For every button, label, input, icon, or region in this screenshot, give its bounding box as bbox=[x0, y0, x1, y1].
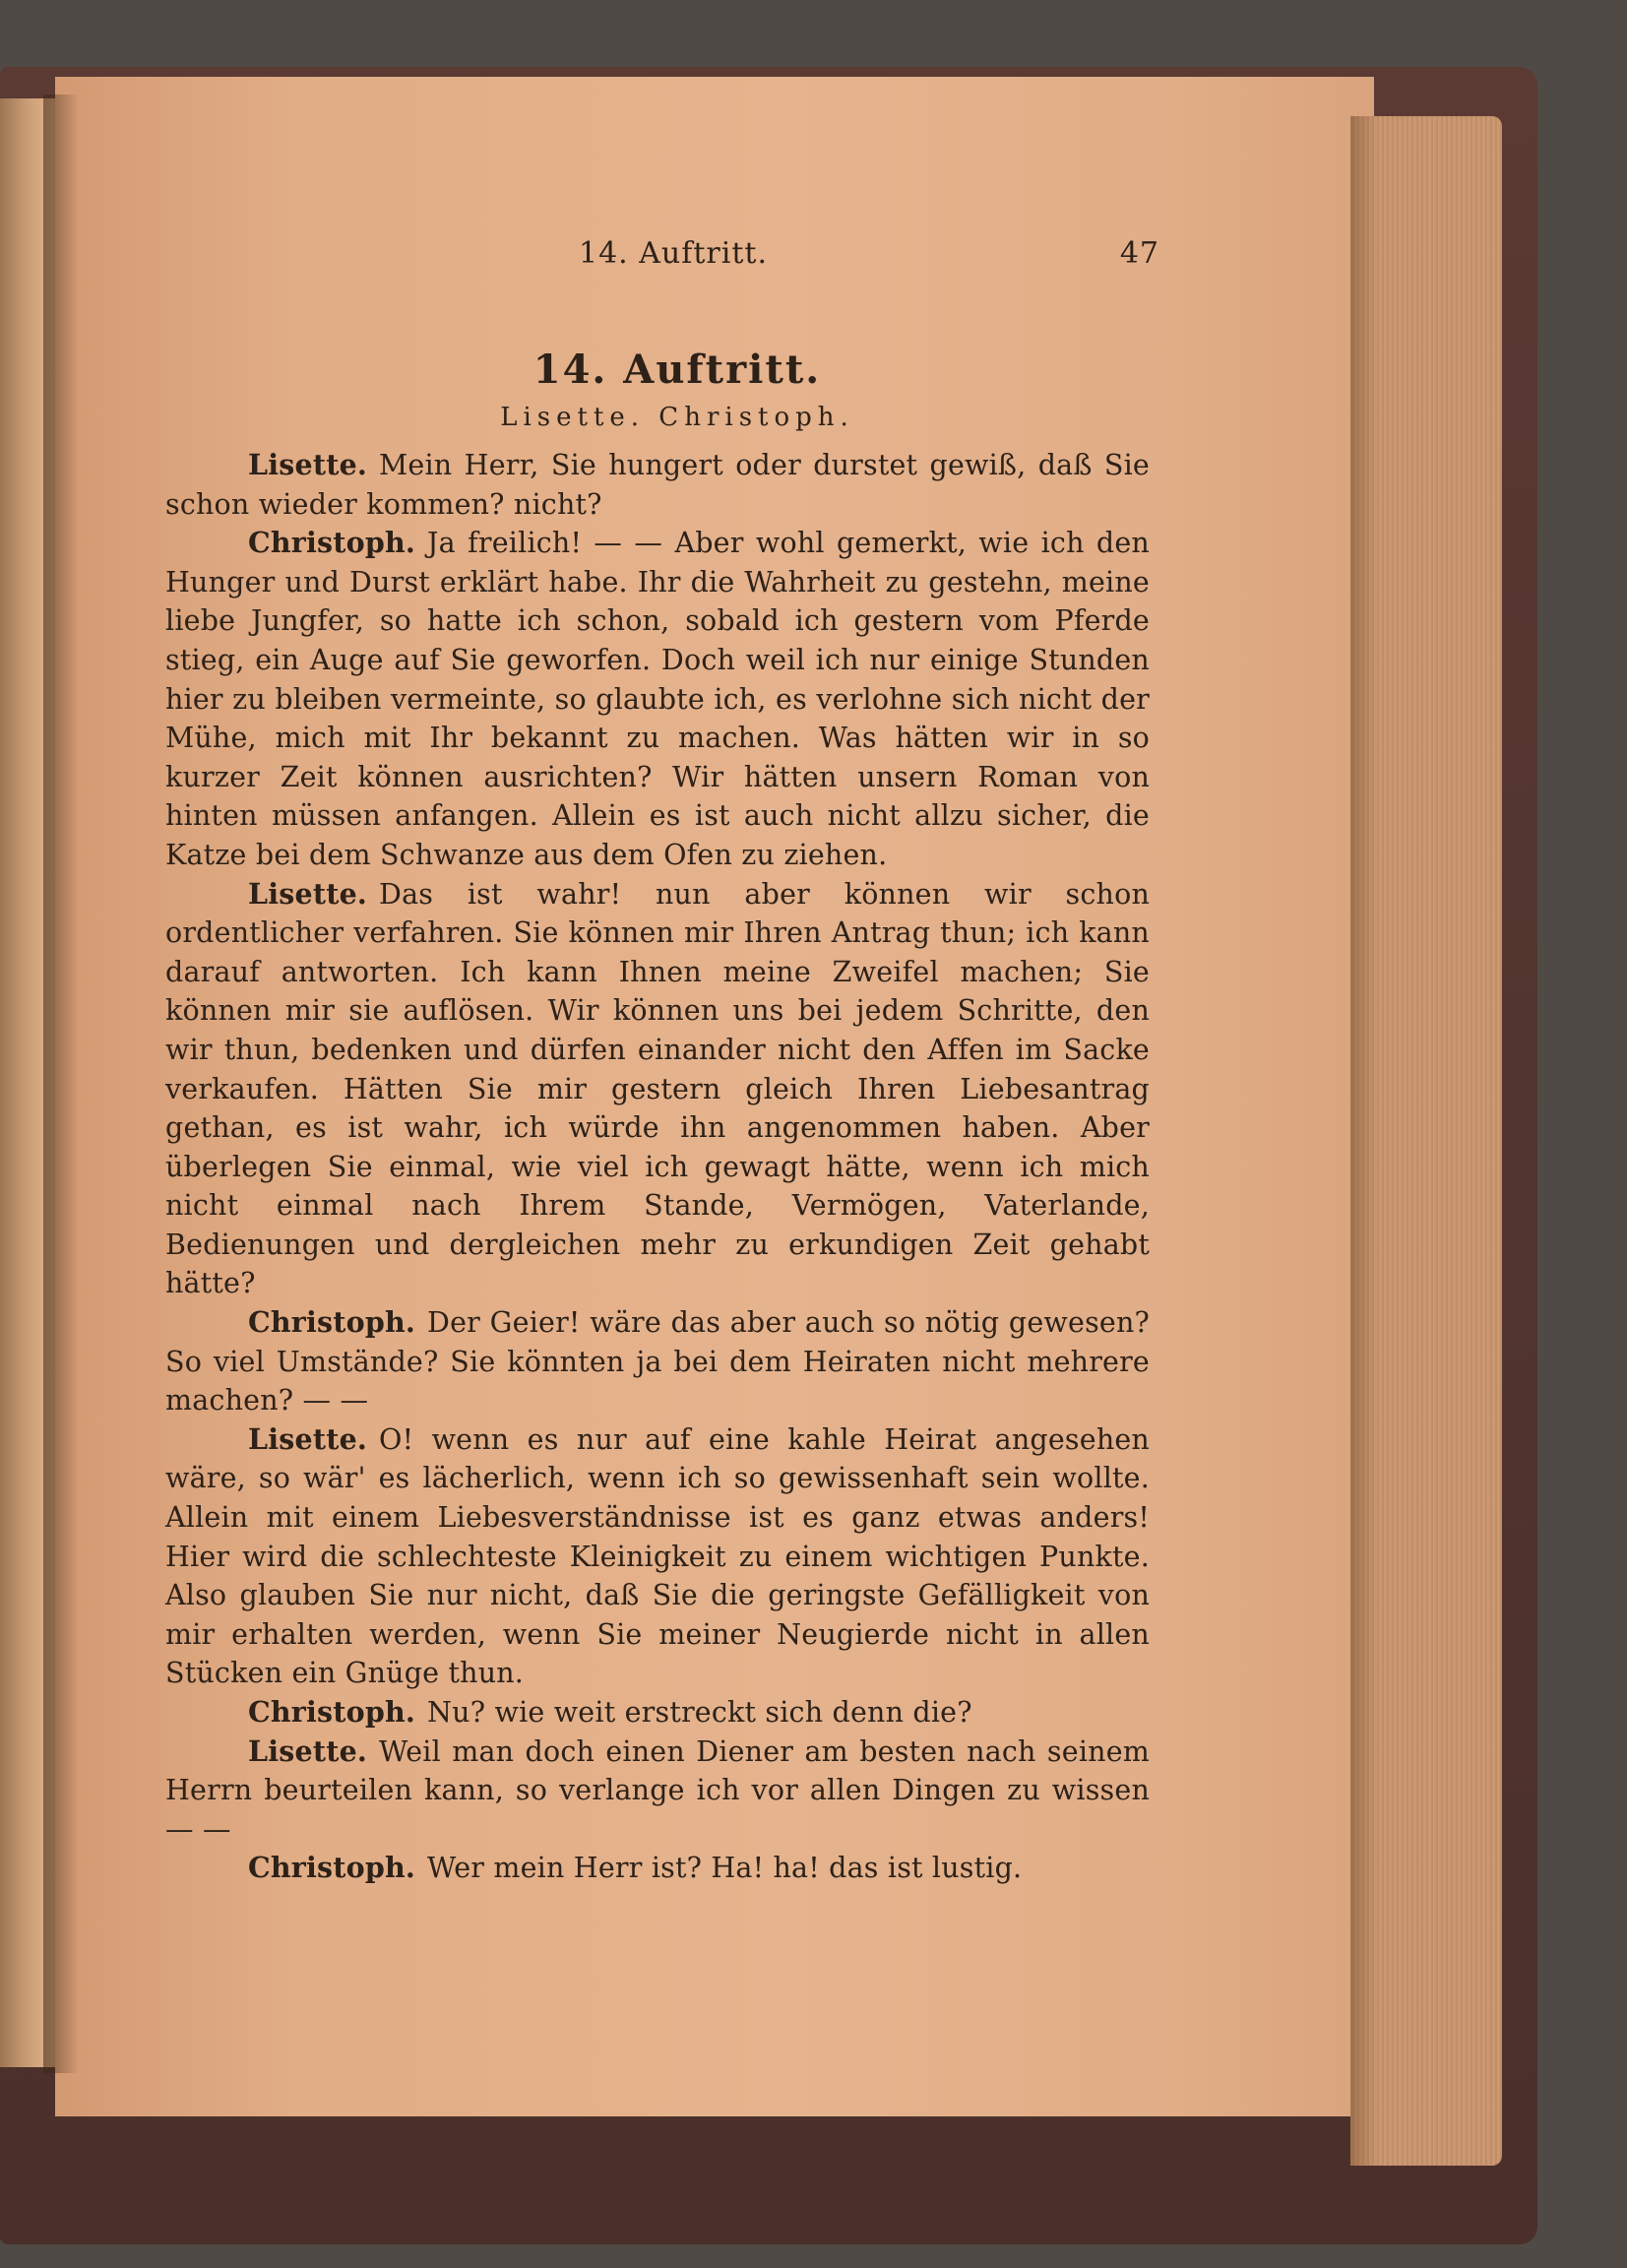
speech-text: Der Geier! wäre das aber auch so nötig gewesen? So viel Umstände? Sie könnten ja bei dem Heiraten nicht mehrere machen? — — bbox=[165, 1306, 1150, 1418]
speech-paragraph bbox=[165, 1732, 1150, 1850]
speech-paragraph bbox=[165, 1849, 1150, 1888]
speech-text: Wer mein Herr ist? Ha! ha! das ist lustig. bbox=[427, 1852, 1023, 1885]
speaker-name: Lisette. bbox=[248, 1733, 368, 1768]
speaker-name: Christoph. bbox=[248, 1305, 416, 1340]
speaker-name: Lisette. bbox=[248, 876, 368, 911]
speech-paragraph bbox=[165, 446, 1150, 524]
speaker-name: Lisette. bbox=[248, 1421, 368, 1456]
speech-paragraph bbox=[165, 1420, 1150, 1693]
speech-text: Mein Herr, Sie hungert oder durstet gewiß, daß Sie schon wieder kommen? nicht? bbox=[165, 449, 1150, 521]
speaker-name: Christoph. bbox=[248, 526, 416, 560]
speech-text: O! wenn es nur auf eine kahle Heirat angesehen wäre, so wär' es lächerlich, wenn ich so gewissenhaft sein wollte. Allein mit einem Liebesverständnisse ist es ganz etwas anders! Hier wird die schlechteste Kleinigkeit zu einem wichtigen Punkte. Also glauben Sie nur nicht, daß Sie die geringste Gefälligkeit von mir erhalten werden, wenn Sie meiner Neugierde nicht in allen Stücken ein Gnüge thun. bbox=[165, 1422, 1150, 1690]
speech-text: Weil man doch einen Diener am besten nach seinem Herrn beurteilen kann, so verlange ich vor allen Dingen zu wissen — — bbox=[165, 1734, 1150, 1846]
running-title: 14. Auftritt. bbox=[579, 236, 768, 271]
speech-text: Das ist wahr! nun aber können wir schon ordentlicher verfahren. Sie können mir Ihren Antrag thun; ich kann darauf antworten. Ich kann Ihnen meine Zweifel machen; Sie können mir sie auflösen. Wir können uns bei jedem Schritte, den wir thun, bedenken und dürfen einander nicht den Affen im Sacke verkaufen. Hätten Sie mir gestern gleich Ihren Liebesantrag gethan, es ist wahr, ich würde ihn angenommen haben. Aber überlegen Sie einmal, wie viel ich gewagt hätte, wenn ich mich nicht einmal nach Ihrem Stande, Vermögen, Vaterlande, Bedienungen und dergleichen mehr zu erkundigen Zeit gehabt hätte? bbox=[165, 877, 1150, 1300]
speech-paragraph bbox=[165, 1303, 1150, 1420]
speaker-name: Lisette. bbox=[248, 448, 368, 481]
page-edges-shade bbox=[1350, 116, 1378, 2166]
page-number: 47 bbox=[1119, 236, 1159, 271]
running-head bbox=[165, 236, 1159, 285]
speaker-name: Christoph. bbox=[248, 1695, 416, 1729]
scene-heading: 14. Auftritt. bbox=[532, 346, 822, 393]
speech-text: Nu? wie weit erstreckt sich denn die? bbox=[427, 1696, 972, 1729]
cast-list: Lisette. Christoph. bbox=[500, 403, 854, 432]
speech-text: Ja freilich! — — Aber wohl gemerkt, wie ich den Hunger und Durst erklärt habe. Ihr die Wahrheit zu gestehn, meine liebe Jungfer, so hatte ich schon, sobald ich gestern vom Pferde stieg, ein Auge auf Sie geworfen. Doch weil ich nur einige Stunden hier zu bleiben vermeinte, so glaubte ich, es verlohne sich nicht der Mühe, mich mit Ihr bekannt zu machen. Was hätten wir in so kurzer Zeit können ausrichten? Wir hätten unsern Roman von hinten müssen anfangen. Allein es ist auch nicht allzu sicher, die Katze bei dem Schwanze aus dem Ofen zu ziehen. bbox=[165, 527, 1150, 871]
speaker-name: Christoph. bbox=[248, 1851, 416, 1885]
text-block bbox=[165, 236, 1159, 1888]
speech-paragraph bbox=[165, 524, 1150, 874]
speech-paragraph bbox=[165, 1693, 1150, 1732]
speech-paragraph bbox=[165, 875, 1150, 1304]
spine-shadow bbox=[43, 94, 79, 2073]
